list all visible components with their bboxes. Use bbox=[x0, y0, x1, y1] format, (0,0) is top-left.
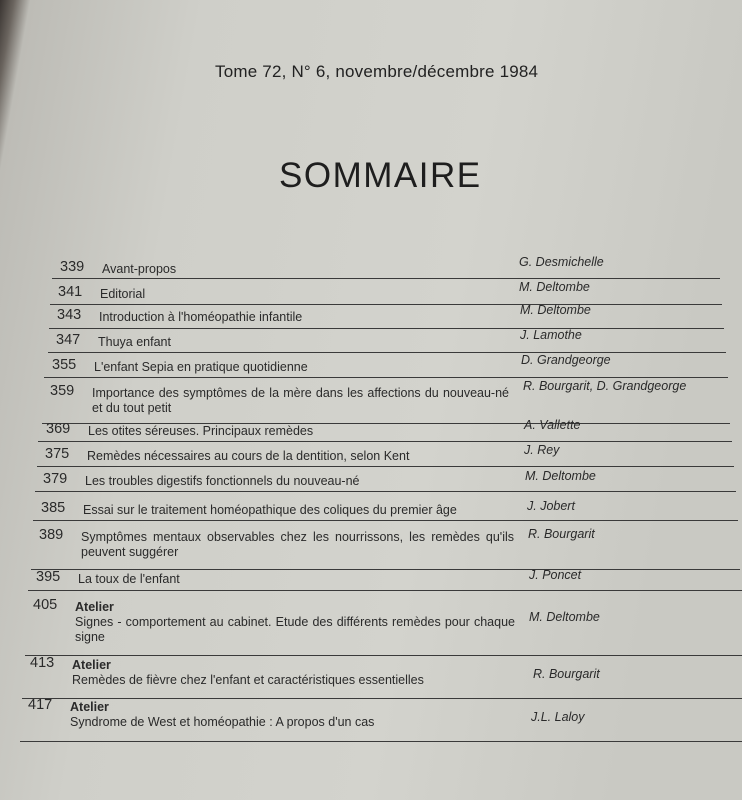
page-number: 405 bbox=[33, 597, 58, 613]
section-label: Atelier bbox=[70, 700, 109, 714]
author: R. Bourgarit, D. Grandgeorge bbox=[523, 379, 687, 393]
page-number: 343 bbox=[57, 307, 82, 323]
article-title: L'enfant Sepia en pratique quotidienne bbox=[94, 360, 308, 374]
article-title: Les otites séreuses. Principaux remèdes bbox=[88, 424, 314, 438]
article-title: Remèdes de fièvre chez l'enfant et caractéristiques essentielles bbox=[72, 673, 424, 687]
article-title: La toux de l'enfant bbox=[78, 572, 180, 586]
divider bbox=[31, 569, 740, 570]
author: J. Rey bbox=[524, 443, 560, 457]
article-title: Les troubles digestifs fonctionnels du nouveau-né bbox=[85, 474, 360, 488]
page-number: 341 bbox=[58, 284, 83, 300]
section-label: Atelier bbox=[75, 600, 114, 614]
author: R. Bourgarit bbox=[533, 667, 600, 681]
divider bbox=[50, 304, 722, 305]
article-title: Importance des symptômes de la mère dans les affections du nouveau-né et du tout petit bbox=[92, 386, 509, 415]
divider bbox=[38, 441, 732, 442]
page-number: 359 bbox=[50, 383, 75, 399]
page-number: 413 bbox=[30, 655, 55, 671]
section-label: Atelier bbox=[72, 658, 111, 672]
page-number: 355 bbox=[52, 357, 77, 373]
divider bbox=[33, 520, 738, 521]
author: A. Vallette bbox=[524, 418, 581, 432]
page-number: 385 bbox=[41, 500, 66, 516]
page-number: 339 bbox=[60, 259, 85, 275]
page-number: 395 bbox=[36, 569, 61, 585]
author: M. Deltombe bbox=[529, 610, 600, 624]
author: J. Poncet bbox=[529, 568, 582, 582]
author: M. Deltombe bbox=[520, 303, 591, 317]
article-title: Remèdes nécessaires au cours de la dentition, selon Kent bbox=[87, 449, 410, 463]
article-title: Symptômes mentaux observables chez les nourrissons, les remèdes qu'ils peuvent suggérer bbox=[81, 530, 514, 559]
divider bbox=[20, 741, 742, 742]
article-title: Syndrome de West et homéopathie : A propos d'un cas bbox=[70, 715, 375, 729]
article-title: Thuya enfant bbox=[98, 335, 171, 349]
author: M. Deltombe bbox=[525, 469, 596, 483]
author: D. Grandgeorge bbox=[521, 353, 611, 367]
page-title: SOMMAIRE bbox=[279, 156, 482, 195]
author: G. Desmichelle bbox=[519, 255, 604, 269]
article-title: Avant-propos bbox=[102, 262, 177, 276]
divider bbox=[35, 491, 736, 492]
article-title: Signes - comportement au cabinet. Etude des différents remèdes pour chaque signe bbox=[75, 615, 515, 644]
page-number: 375 bbox=[45, 446, 70, 462]
author: J.L. Laloy bbox=[531, 710, 585, 724]
author: J. Lamothe bbox=[520, 328, 582, 342]
divider bbox=[37, 466, 734, 467]
article-title: Introduction à l'homéopathie infantile bbox=[99, 310, 303, 324]
divider bbox=[52, 278, 720, 279]
page-number: 369 bbox=[46, 421, 71, 437]
divider bbox=[49, 328, 724, 329]
issue-info: Tome 72, N° 6, novembre/décembre 1984 bbox=[215, 62, 539, 81]
divider bbox=[48, 352, 726, 353]
author: J. Jobert bbox=[527, 499, 575, 513]
article-title: Essai sur le traitement homéopathique des coliques du premier âge bbox=[83, 503, 457, 517]
page-number: 379 bbox=[43, 471, 68, 487]
page-number: 347 bbox=[56, 332, 81, 348]
page-number: 417 bbox=[28, 697, 53, 713]
article-title: Editorial bbox=[100, 287, 146, 301]
page-number: 389 bbox=[39, 527, 64, 543]
divider bbox=[25, 655, 742, 656]
author: R. Bourgarit bbox=[528, 527, 595, 541]
divider bbox=[28, 590, 742, 591]
author: M. Deltombe bbox=[519, 280, 590, 294]
